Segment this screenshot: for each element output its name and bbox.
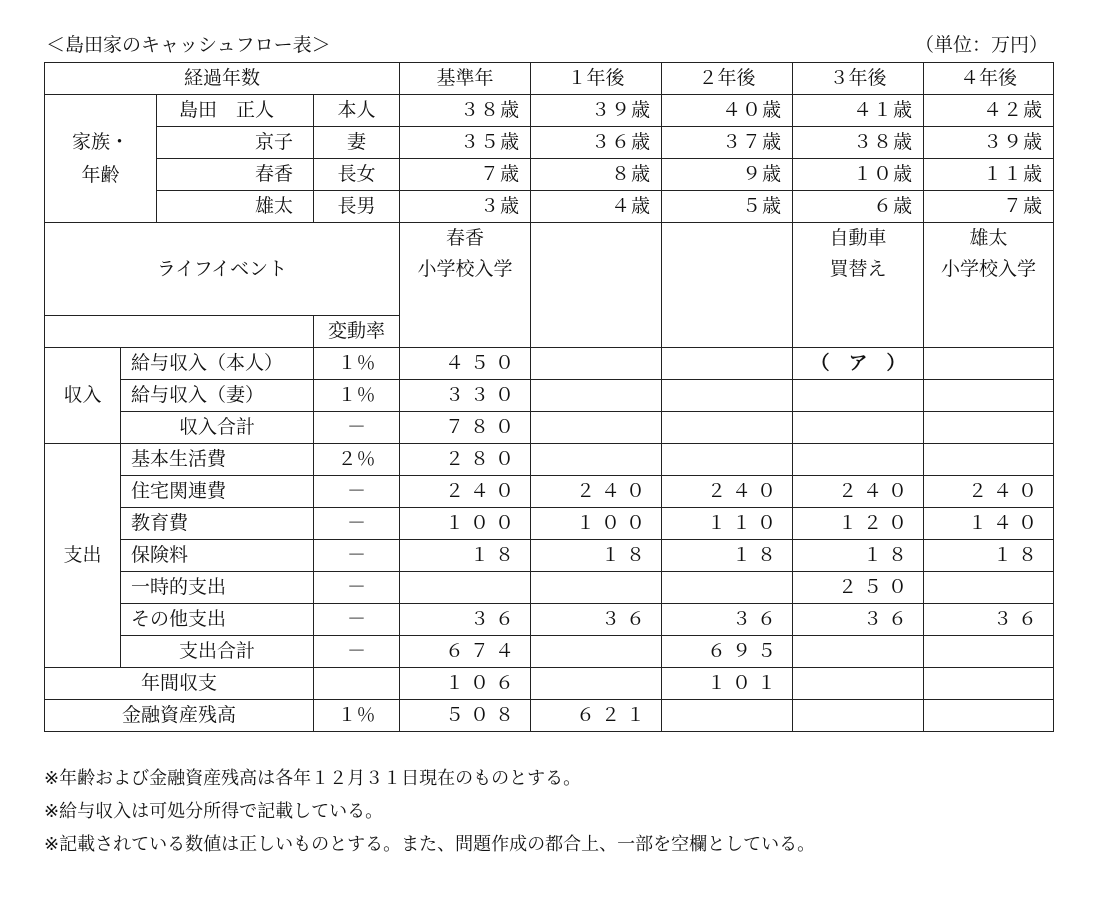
header-row [45,63,1054,95]
life-event-cell [531,223,662,348]
member-relation: 長男 [314,191,400,223]
value-cell: ６９５ [662,636,793,668]
event-line1: 自動車 [829,227,887,249]
income-label: 収入 [45,348,121,444]
member-name: 島田 正人 [157,95,314,127]
value-cell: １００ [400,508,531,540]
row-item: その他支出 [121,604,314,636]
life-event-cell [924,223,1054,348]
value-cell [924,636,1054,668]
family-label-line1: 家族・ [71,130,129,153]
expense-row [45,572,1054,604]
value-cell [793,700,924,732]
family-row [45,159,1054,191]
value-cell: ３６ [531,604,662,636]
table-title: ＜島田家のキャッシュフロー表＞ [46,34,331,56]
expense-row [45,604,1054,636]
life-event-cell [400,223,531,348]
rate-cell: １％ [314,700,400,732]
value-cell: ２４０ [793,476,924,508]
note-line: ※記載されている数値は正しいものとする。また、問題作成の都合上、一部を空欄としている。 [44,834,816,855]
age-cell: ６歳 [793,191,924,223]
member-name: 春香 [157,159,314,191]
value-cell: ３３０ [400,380,531,412]
life-event-label: ライフイベント [45,223,400,316]
value-cell [531,636,662,668]
age-cell: ７歳 [924,191,1054,223]
notes [44,762,815,861]
value-cell [924,700,1054,732]
value-cell: １０６ [400,668,531,700]
age-cell: ４２歳 [924,95,1054,127]
value-cell: ７８０ [400,412,531,444]
rate-cell: － [314,476,400,508]
age-cell: ３８歳 [400,95,531,127]
expense-row [45,540,1054,572]
value-cell: ２４０ [662,476,793,508]
value-cell [531,572,662,604]
event-line1: 雄太 [969,227,1008,249]
event-line1: 春香 [446,227,485,249]
row-item: 住宅関連費 [121,476,314,508]
value-cell: ３６ [793,604,924,636]
unit-label: （単位：万円） [914,34,1048,56]
value-cell [531,412,662,444]
value-cell [924,348,1054,380]
age-cell: ８歳 [531,159,662,191]
rate-cell: － [314,572,400,604]
year-header: 基準年 [400,63,531,95]
value-cell [531,444,662,476]
row-item: 基本生活費 [121,444,314,476]
age-cell: ４１歳 [793,95,924,127]
member-relation: 妻 [314,127,400,159]
age-cell: ３９歳 [924,127,1054,159]
note-line: ※年齢および金融資産残高は各年１２月３１日現在のものとする。 [44,768,582,789]
life-event-row [45,223,1054,316]
value-cell: ２８０ [400,444,531,476]
value-cell [924,412,1054,444]
value-cell [662,412,793,444]
age-cell: ３歳 [400,191,531,223]
value-cell [531,668,662,700]
row-item: 給与収入（本人） [121,348,314,380]
family-age-label [45,95,157,223]
total-item: 支出合計 [121,636,314,668]
value-cell: ５０８ [400,700,531,732]
annual-balance-row [45,668,1054,700]
age-cell: ３６歳 [531,127,662,159]
value-cell: ３６ [400,604,531,636]
financial-assets-label: 金融資産残高 [45,700,314,732]
cashflow-table [44,62,1054,732]
member-relation: 長女 [314,159,400,191]
value-cell [531,348,662,380]
value-cell: ４５０ [400,348,531,380]
life-event-cell [793,223,924,348]
age-cell: ３７歳 [662,127,793,159]
value-cell [662,348,793,380]
rate-cell [314,668,400,700]
value-cell: ６２１ [531,700,662,732]
value-cell: １０１ [662,668,793,700]
value-cell [924,380,1054,412]
row-item: 保険料 [121,540,314,572]
rate-cell: － [314,412,400,444]
value-cell: １１０ [662,508,793,540]
income-row [45,380,1054,412]
age-cell: ３８歳 [793,127,924,159]
value-cell [793,444,924,476]
value-cell: １８ [531,540,662,572]
value-cell [924,668,1054,700]
age-cell: １０歳 [793,159,924,191]
value-cell: ６７４ [400,636,531,668]
value-cell [924,572,1054,604]
value-cell: ２５０ [793,572,924,604]
row-item: 教育費 [121,508,314,540]
value-cell: １８ [400,540,531,572]
financial-assets-row [45,700,1054,732]
family-row [45,95,1054,127]
age-cell: ４歳 [531,191,662,223]
rate-header: 変動率 [314,316,400,348]
rate-cell: － [314,508,400,540]
value-cell [793,412,924,444]
value-cell [662,444,793,476]
event-line2: 小学校入学 [941,258,1037,280]
rate-cell: － [314,540,400,572]
value-cell: １８ [793,540,924,572]
age-cell: ４０歳 [662,95,793,127]
age-cell: ９歳 [662,159,793,191]
event-line2: 小学校入学 [417,258,513,280]
rate-cell: １％ [314,380,400,412]
value-cell [400,572,531,604]
value-cell [662,380,793,412]
year-header: ２年後 [662,63,793,95]
expense-row [45,444,1054,476]
age-cell: ３９歳 [531,95,662,127]
rate-header-spacer [45,316,314,348]
family-row [45,191,1054,223]
income-total-row [45,412,1054,444]
note-line: ※給与収入は可処分所得で記載している。 [44,801,384,822]
rate-cell: － [314,636,400,668]
member-relation: 本人 [314,95,400,127]
expense-total-row [45,636,1054,668]
family-row [45,127,1054,159]
age-cell: １１歳 [924,159,1054,191]
event-line2: 買替え [829,258,887,280]
row-item: 一時的支出 [121,572,314,604]
value-cell: ３６ [924,604,1054,636]
rate-cell: １％ [314,348,400,380]
value-cell: ２４０ [400,476,531,508]
value-cell: ３６ [662,604,793,636]
year-header: ４年後 [924,63,1054,95]
expense-label: 支出 [45,444,121,668]
value-cell [924,444,1054,476]
year-header: １年後 [531,63,662,95]
annual-balance-label: 年間収支 [45,668,314,700]
value-cell: １２０ [793,508,924,540]
value-cell: １８ [662,540,793,572]
expense-row [45,476,1054,508]
age-cell: ３５歳 [400,127,531,159]
value-cell [793,668,924,700]
age-cell: ５歳 [662,191,793,223]
member-name: 京子 [157,127,314,159]
member-name: 雄太 [157,191,314,223]
blank-a-cell: （ ア ） [793,348,924,380]
value-cell: １００ [531,508,662,540]
row-item: 給与収入（妻） [121,380,314,412]
elapsed-years-label: 経過年数 [45,63,400,95]
family-label-line2: 年齢 [81,163,120,186]
value-cell [531,380,662,412]
value-cell [662,700,793,732]
total-item: 収入合計 [121,412,314,444]
value-cell: １８ [924,540,1054,572]
rate-cell: － [314,604,400,636]
life-event-cell [662,223,793,348]
year-header: ３年後 [793,63,924,95]
value-cell [662,572,793,604]
value-cell: ２４０ [531,476,662,508]
value-cell: ２４０ [924,476,1054,508]
value-cell [793,636,924,668]
income-row [45,348,1054,380]
value-cell [793,380,924,412]
rate-cell: ２％ [314,444,400,476]
expense-row [45,508,1054,540]
value-cell: １４０ [924,508,1054,540]
age-cell: ７歳 [400,159,531,191]
